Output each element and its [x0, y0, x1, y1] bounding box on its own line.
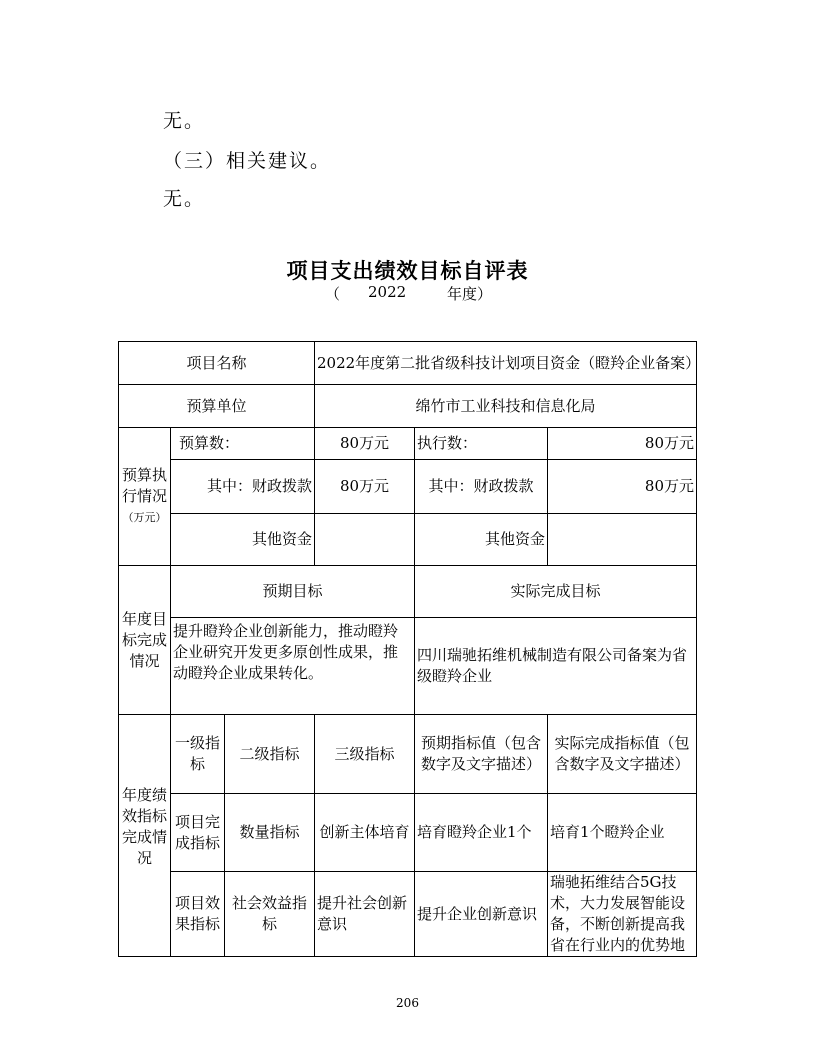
header-actual-value: 实际完成指标值（包含数字及文字描述）	[548, 715, 697, 794]
header-expected-value: 预期指标值（包含数字及文字描述）	[415, 715, 548, 794]
actual-goal-text: 四川瑞驰拓维机械制造有限公司备案为省级瞪羚企业	[415, 618, 697, 715]
header-level3: 三级指标	[315, 715, 415, 794]
row2-level2: 社会效益指标	[225, 872, 315, 957]
header-level1: 一级指标	[171, 715, 225, 794]
row1-level3: 创新主体培育	[315, 794, 415, 872]
actual-goal-header: 实际完成目标	[415, 566, 697, 618]
other-funds-label-1: 其他资金	[171, 514, 315, 566]
subtitle-close: 年度）	[447, 285, 493, 303]
budget-unit-value: 绵竹市工业科技和信息化局	[315, 385, 697, 428]
budget-amount-label: 预算数：	[171, 428, 315, 460]
fiscal-value-1: 80万元	[315, 460, 415, 514]
expected-goal-text: 提升瞪羚企业创新能力，推动瞪羚企业研究开发更多原创性成果，推动瞪羚企业成果转化。	[171, 618, 415, 715]
row1-actual: 培育1个瞪羚企业	[548, 794, 697, 872]
subtitle-open: （	[325, 285, 341, 303]
fiscal-value-2: 80万元	[548, 460, 697, 514]
row1-expected: 培育瞪羚企业1个	[415, 794, 548, 872]
row2-actual: 瑞驰拓维结合5G技术，大力发展智能设备，不断创新提高我省在行业内的优势地	[548, 872, 697, 957]
fiscal-label-2: 其中：财政拨款	[415, 460, 548, 514]
table-title: 项目支出绩效目标自评表	[286, 259, 529, 283]
row2-expected: 提升企业创新意识	[415, 872, 548, 957]
budget-side-text: 预算执行情况	[121, 466, 167, 505]
row1-level2: 数量指标	[225, 794, 315, 872]
project-name-value: 2022年度第二批省级科技计划项目资金（瞪羚企业备案）	[315, 342, 697, 385]
project-name-label: 项目名称	[119, 342, 315, 385]
row1-level1: 项目完成指标	[171, 794, 225, 872]
expected-goal-header: 预期目标	[171, 566, 415, 618]
header-level2: 二级指标	[225, 715, 315, 794]
budget-unit-label: 预算单位	[119, 385, 315, 428]
annual-goal-side-label: 年度目标完成情况	[119, 566, 171, 715]
section-heading: （三）相关建议。	[163, 150, 332, 172]
page-number: 206	[396, 996, 419, 1010]
indicator-side-label: 年度绩效指标完成情况	[119, 715, 171, 957]
exec-amount-value: 80万元	[548, 428, 697, 460]
subtitle-year: 2022	[368, 283, 407, 301]
budget-amount-value: 80万元	[315, 428, 415, 460]
budget-side-label	[119, 428, 171, 566]
other-funds-value-2	[548, 514, 697, 566]
other-funds-label-2: 其他资金	[415, 514, 548, 566]
budget-side-unit: （万元）	[122, 511, 167, 524]
other-funds-value-1	[315, 514, 415, 566]
row2-level1: 项目效果指标	[171, 872, 225, 957]
body-text-line-1: 无。	[163, 110, 206, 132]
performance-table	[118, 341, 701, 957]
fiscal-label-1: 其中：财政拨款	[171, 460, 315, 514]
exec-amount-label: 执行数：	[415, 428, 548, 460]
body-text-line-2: 无。	[163, 188, 206, 210]
row2-level3: 提升社会创新意识	[315, 872, 415, 957]
